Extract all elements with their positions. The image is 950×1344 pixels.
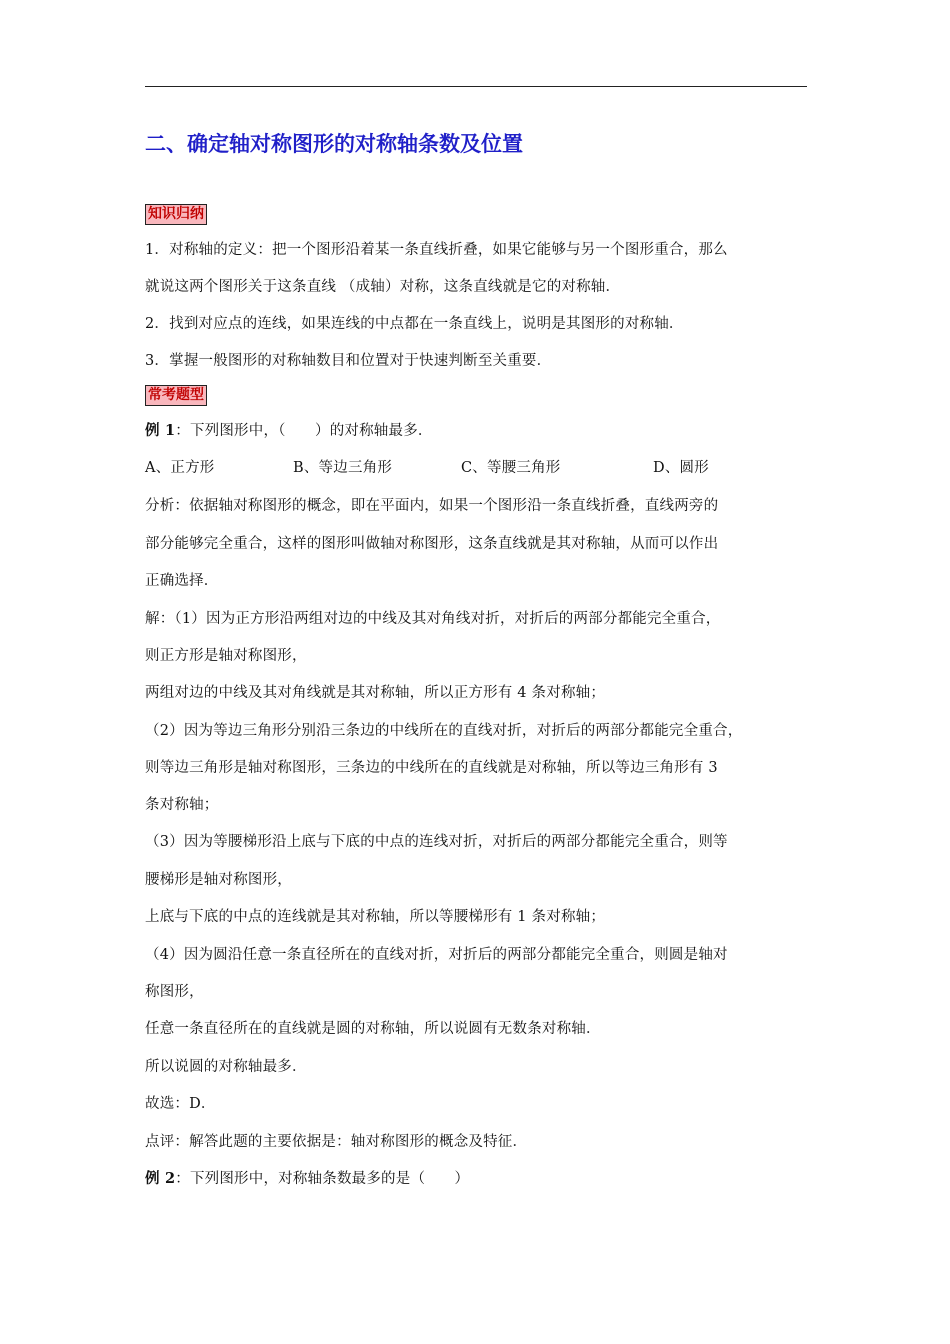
solution-line: 则等边三角形是轴对称图形，三条边的中线所在的直线就是对称轴，所以等边三角形有 3 (145, 760, 718, 776)
conclusion-line: 所以说圆的对称轴最多． (145, 1059, 307, 1075)
knowledge-line: 3．掌握一般图形的对称轴数目和位置对于快速判断至关重要． (145, 353, 552, 369)
solution-line: 两组对边的中线及其对角线就是其对称轴，所以正方形有 4 条对称轴； (145, 685, 606, 701)
knowledge-line: 1．对称轴的定义：把一个图形沿着某一条直线折叠，如果它能够与另一个图形重合，那么 (145, 242, 728, 258)
option-a: A、正方形 (145, 460, 215, 476)
knowledge-tag: 知识归纳 (145, 204, 207, 225)
solution-line: 任意一条直径所在的直线就是圆的对称轴，所以说圆有无数条对称轴． (145, 1021, 601, 1037)
knowledge-line: 2．找到对应点的连线，如果连线的中点都在一条直线上，说明是其图形的对称轴． (145, 316, 684, 332)
section-heading: 二、确定轴对称图形的对称轴条数及位置 (145, 132, 523, 156)
option-c: C、等腰三角形 (461, 460, 561, 476)
example-1-label: 例 1 (145, 422, 176, 439)
option-b: B、等边三角形 (293, 460, 393, 476)
knowledge-line: 就说这两个图形关于这条直线 （成轴）对称，这条直线就是它的对称轴． (145, 279, 621, 295)
answer-line: 故选：D． (145, 1096, 216, 1112)
solution-line: 解：（1）因为正方形沿两组对边的中线及其对角线对折，对折后的两部分都能完全重合， (145, 611, 721, 627)
example-1-options (145, 458, 709, 478)
example-1-text: ：下列图形中，（ ）的对称轴最多． (175, 423, 433, 439)
solution-line: （2）因为等边三角形分别沿三条边的中线所在的直线对折，对折后的两部分都能完全重合， (145, 723, 743, 739)
solution-line: 条对称轴； (145, 797, 219, 813)
solution-line: 称图形， (145, 984, 204, 1000)
analysis-line: 分析：依据轴对称图形的概念，即在平面内，如果一个图形沿一条直线折叠，直线两旁的 (145, 498, 719, 514)
comment-line: 点评：解答此题的主要依据是：轴对称图形的概念及特征． (145, 1134, 528, 1150)
header-rule (145, 86, 807, 87)
analysis-line: 正确选择． (145, 573, 219, 589)
analysis-line: 部分能够完全重合，这样的图形叫做轴对称图形，这条直线就是其对称轴，从而可以作出 (145, 536, 719, 552)
solution-line: 则正方形是轴对称图形， (145, 648, 307, 664)
solution-line: （4）因为圆沿任意一条直径所在的直线对折，对折后的两部分都能完全重合，则圆是轴对 (145, 947, 728, 963)
solution-line: （3）因为等腰梯形沿上底与下底的中点的连线对折，对折后的两部分都能完全重合，则等 (145, 834, 728, 850)
solution-line: 腰梯形是轴对称图形， (145, 872, 292, 888)
example-2-text: ：下列图形中，对称轴条数最多的是（ ） (175, 1171, 470, 1187)
example-2-label: 例 2 (145, 1170, 176, 1187)
example-1-question (145, 421, 433, 441)
option-d: D、圆形 (653, 460, 709, 476)
example-2-question (145, 1169, 469, 1189)
common-questions-tag: 常考题型 (145, 385, 207, 406)
solution-line: 上底与下底的中点的连线就是其对称轴，所以等腰梯形有 1 条对称轴； (145, 909, 606, 925)
